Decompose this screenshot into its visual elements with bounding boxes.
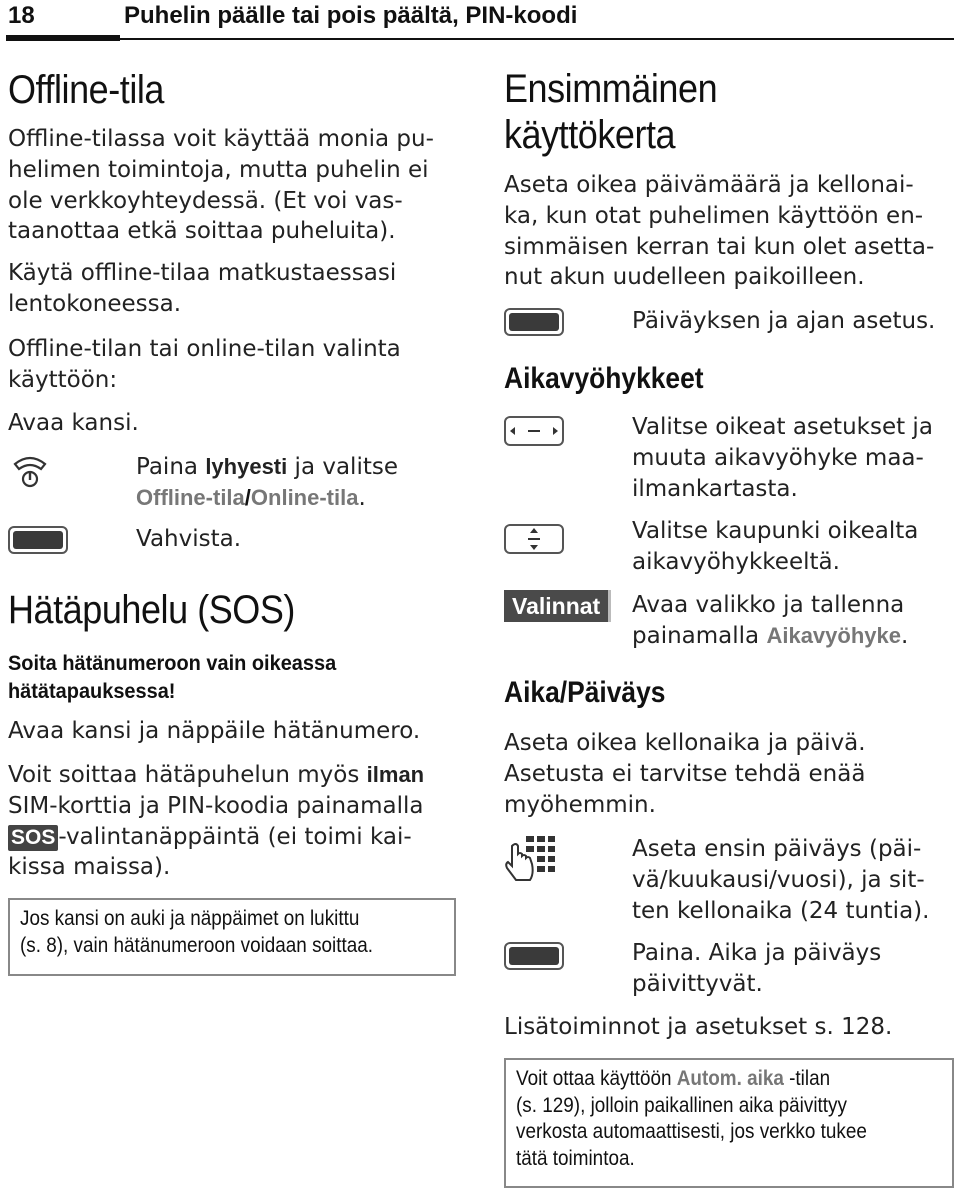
text-line: ilmankartasta.	[632, 475, 798, 502]
text-line: Aseta oikea kellonaika ja päivä.	[504, 730, 866, 756]
note-line: verkosta automaattisesti, jos verkko tukee	[516, 1120, 867, 1143]
emphasis-text: lyhyesti	[205, 454, 288, 479]
punctuation: .	[358, 484, 366, 511]
menu-option-offline: Offline-tila	[136, 484, 245, 510]
navigation-key-left-right-icon	[504, 416, 564, 446]
menu-option-auto-time: Autom. aika	[676, 1067, 784, 1090]
note-line: (s. 8), vain hätänumeroon voidaan soittaa.	[20, 933, 374, 957]
timezones-step1	[632, 412, 933, 504]
text-line: käyttöön:	[8, 366, 118, 393]
text-line: Asetusta ei tarvitse tehdä enää	[504, 760, 866, 787]
menu-option-timezone: Aikavyöhyke	[766, 622, 901, 648]
text-line: päivittyvät.	[632, 970, 763, 997]
title-line: Ensimmäinen	[504, 67, 718, 111]
datetime-note-box	[504, 1058, 954, 1188]
datetime-more: Lisätoiminnot ja asetukset s. 128.	[504, 1014, 893, 1040]
sos-title: Hätäpuhelu (SOS)	[8, 588, 295, 632]
text-line: ka, kun otat puhelimen käyttöön en-	[504, 202, 924, 229]
first-use-step: Päiväyksen ja ajan asetus.	[632, 308, 936, 334]
text-line: Käytä offline-tilaa matkustaessasi	[8, 260, 397, 286]
text-line: hätätapauksessa!	[8, 680, 176, 703]
punctuation: .	[900, 622, 909, 649]
text-line: muuta aikavyöhyke maa-	[632, 444, 924, 471]
sos-warning	[8, 650, 353, 706]
menu-option-online: Online-tila	[250, 484, 359, 510]
note-line: (s. 129), jolloin paikallinen aika päivittyy	[516, 1093, 847, 1117]
datetime-title: Aika/Päiväys	[504, 676, 666, 709]
datetime-step1	[632, 834, 929, 926]
text-line: -valintanäppäintä (ei toimi kai-	[58, 823, 412, 850]
emphasis-text: ilman	[366, 762, 425, 787]
page-number: 18	[8, 2, 35, 29]
note-line: tätä toimintoa.	[516, 1146, 635, 1170]
text-line: Voit soittaa hätäpuhelun myös	[8, 762, 367, 788]
note-line: Voit ottaa käyttöön	[516, 1067, 677, 1090]
step-text: ja valitse	[287, 454, 398, 480]
text-line: myöhemmin.	[504, 791, 656, 818]
text-line: Aseta ensin päiväys (päi-	[632, 836, 922, 862]
text-line: Offline-tilan tai online-tilan valinta	[8, 336, 401, 362]
text-line: Soita hätänumeroon vain oikeassa	[8, 652, 337, 675]
text-line: Paina. Aika ja päiväys	[632, 940, 882, 966]
timezones-title: Aikavyöhykkeet	[504, 362, 704, 395]
confirm-text: Vahvista.	[136, 526, 242, 552]
options-softkey-label: Valinnat	[504, 590, 611, 622]
datetime-intro	[504, 728, 866, 820]
text-line: aikavyöhykkeeltä.	[632, 548, 840, 575]
sos-note-box	[8, 898, 456, 976]
text-line: painamalla	[632, 622, 767, 649]
open-cover-text: Avaa kansi.	[8, 410, 139, 436]
timezones-step2	[632, 516, 918, 578]
sos-dial-text: Avaa kansi ja näppäile hätänumero.	[8, 718, 421, 744]
text-line: vä/kuukausi/vuosi), ja sit-	[632, 866, 925, 893]
text-line: kissa maissa).	[8, 854, 171, 881]
softkey-icon	[504, 942, 564, 970]
separator: /	[244, 484, 251, 510]
offline-flight-text	[8, 258, 396, 320]
first-use-intro	[504, 170, 934, 293]
offline-step1	[136, 452, 398, 514]
header-rule-thin	[120, 38, 954, 40]
keypad-icon	[504, 834, 556, 886]
running-title: Puhelin päälle tai pois päältä, PIN-koodi	[124, 2, 578, 29]
text-line: SIM-korttia ja PIN-koodia painamalla	[8, 792, 424, 819]
text-line: taanottaa etkä soittaa puheluita).	[8, 218, 396, 245]
page-header	[0, 0, 960, 44]
sos-key-label: SOS	[8, 825, 58, 851]
header-rule-thick	[6, 35, 120, 41]
offline-title: Offline-tila	[8, 68, 165, 112]
text-line: Valitse oikeat asetukset ja	[632, 414, 933, 440]
title-line: käyttökerta	[504, 113, 676, 157]
timezones-step3	[632, 590, 908, 652]
offline-intro	[8, 124, 434, 247]
note-line: Jos kansi on auki ja näppäimet on lukittu	[20, 907, 360, 930]
softkey-icon	[504, 308, 564, 336]
text-line: nut akun uudelleen paikoilleen.	[504, 264, 865, 291]
text-line: Avaa valikko ja tallenna	[632, 592, 905, 618]
sos-body	[8, 760, 424, 883]
text-line: Valitse kaupunki oikealta	[632, 518, 919, 544]
text-line: lentokoneessa.	[8, 290, 182, 317]
text-line: Aseta oikea päivämäärä ja kellonai-	[504, 172, 914, 198]
text-line: ole verkkoyhteydessä. (Et voi vas-	[8, 187, 403, 214]
step-text: Paina	[136, 454, 206, 480]
navigation-key-up-down-icon	[504, 524, 564, 554]
text-line: Offline-tilassa voit käyttää monia pu-	[8, 126, 434, 152]
offline-select-text	[8, 334, 401, 396]
text-line: ten kellonaika (24 tuntia).	[632, 897, 930, 924]
first-use-title	[504, 66, 717, 158]
datetime-step2	[632, 938, 881, 1000]
end-key-icon	[12, 452, 48, 492]
note-line: -tilan	[783, 1067, 831, 1090]
softkey-icon	[8, 526, 68, 554]
text-line: simmäisen kerran tai kun olet asetta-	[504, 233, 935, 260]
text-line: helimen toimintoja, mutta puhelin ei	[8, 156, 429, 183]
